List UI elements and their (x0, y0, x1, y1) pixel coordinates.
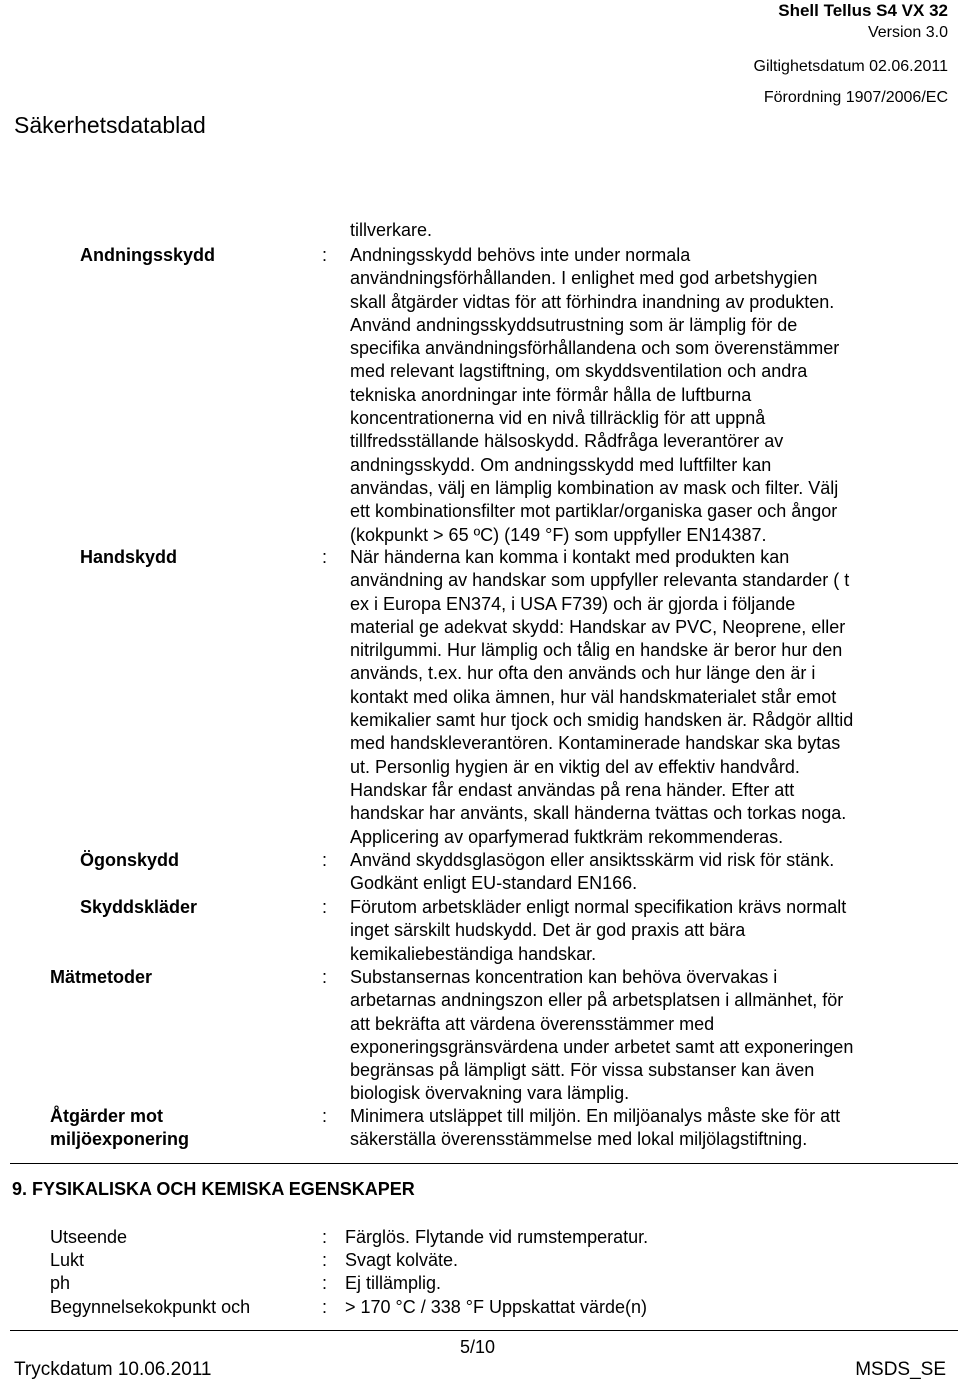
property-label: Utseende (50, 1227, 128, 1247)
environment-label: Åtgärder mot miljöexponering (50, 1106, 190, 1150)
property-value: Ej tillämplig. (345, 1273, 442, 1293)
property-value: > 170 °C / 338 °F Uppskattat värde(n) (345, 1297, 648, 1317)
version: Version 3.0 (867, 24, 948, 41)
hand-colon: : (322, 547, 328, 567)
property-label: ph (50, 1273, 71, 1293)
footer-divider (10, 1330, 958, 1331)
clothing-label: Skyddskläder (80, 897, 198, 917)
property-colon: : (322, 1250, 328, 1270)
section-9-heading: 9. FYSIKALISKA OCH KEMISKA EGENSKAPER (12, 1179, 415, 1199)
eye-colon: : (322, 850, 328, 870)
regulation: Förordning 1907/2006/EC (763, 89, 948, 106)
property-value: Färglös. Flytande vid rumstemperatur. (345, 1227, 649, 1247)
respiratory-label: Andningsskydd (80, 245, 216, 265)
hand-label: Handskydd (80, 547, 178, 567)
methods-text: Substansernas koncentration kan behöva övervakas i arbetarnas andningszon eller på arbetsplatsen i allmänhet, för att bekräfta att värdena överensstämmer med exponeringsgränsvärdena under arbetet samt att exponeringen begränsas på lämpligt sätt. För vissa substanser kan även biologisk övervakning vara lämplig. (350, 967, 854, 1104)
eye-label: Ögonskydd (80, 850, 180, 870)
property-label: Begynnelsekokpunkt och (50, 1297, 251, 1317)
methods-label: Mätmetoder (50, 967, 153, 987)
eye-text: Använd skyddsglasögon eller ansiktsskärm vid risk för stänk. Godkänt enligt EU-standard EN166. (350, 850, 835, 894)
property-label: Lukt (50, 1250, 85, 1270)
document-code: MSDS_SE (855, 1359, 946, 1380)
clothing-colon: : (322, 897, 328, 917)
validity-date: Giltighetsdatum 02.06.2011 (753, 58, 948, 75)
environment-text: Minimera utsläppet till miljön. En miljöanalys måste ske för att säkerställa överensstämmelse med lokal miljölagstiftning. (350, 1106, 841, 1150)
product-name: Shell Tellus S4 VX 32 (778, 1, 948, 20)
property-colon: : (322, 1227, 328, 1247)
page-number: 5/10 (460, 1337, 496, 1357)
print-date: Tryckdatum 10.06.2011 (14, 1359, 212, 1380)
section-divider (10, 1163, 958, 1164)
respiratory-text: Andningsskydd behövs inte under normala användningsförhållanden. I enlighet med god arbetshygien skall åtgärder vidtas för att förhindra inandning av produkten. Använd andningsskyddsutrustning som är lämplig för de specifika användningsförhållandena och som överenstämmer med relevant lagstiftning, om skyddsventilation och andra tekniska anordningar inte förmår hålla de luftburna koncentrationerna vid en nivå tillräcklig för att uppnå tillfredsställande hälsoskydd. Rådfråga leverantörer av andningsskydd. Om andningsskydd med luftfilter kan användas, välj en lämplig kombination av mask och filter. Välj ett kombinationsfilter mot partiklar/organiska gaser och ångor (kokpunkt > 65 ºC) (149 °F) som uppfyller EN14387. (350, 245, 840, 545)
environment-colon: : (322, 1106, 328, 1126)
property-value: Svagt kolväte. (345, 1250, 459, 1270)
hand-text: När händerna kan komma i kontakt med produkten kan användning av handskar som uppfyller relevanta standarder ( t ex i Europa EN374, i USA F739) och är gjorda i följande material ge adekvat skydd: Handskar av PVC, Neoprene, eller nitrilgummi. Hur lämplig och tålig en handske är beror hur den används, t.ex. hur ofta den används och hur länge den är i kontakt med olika ämnen, hur väl handskmaterialet står emot kemikalier samt hur tjock och smidig handsken är. Rådgör alltid med handskleverantören. Kontaminerade handskar ska bytas ut. Personlig hygien är en viktig del av effektiv handvård. Handskar får endast användas på rena händer. Efter att handskar har använts, skall händerna tvättas och torkas noga. Applicering av oparfymerad fuktkräm rekommenderas. (350, 547, 854, 847)
methods-colon: : (322, 967, 328, 987)
property-colon: : (322, 1297, 328, 1317)
respiratory-colon: : (322, 245, 328, 265)
property-colon: : (322, 1273, 328, 1293)
document-title: Säkerhetsdatablad (14, 112, 206, 138)
intro-line: tillverkare. (350, 220, 433, 240)
clothing-text: Förutom arbetskläder enligt normal specifikation krävs normalt inget särskilt hudskydd. Det är god praxis att bära kemikaliebeständiga handskar. (350, 897, 847, 964)
